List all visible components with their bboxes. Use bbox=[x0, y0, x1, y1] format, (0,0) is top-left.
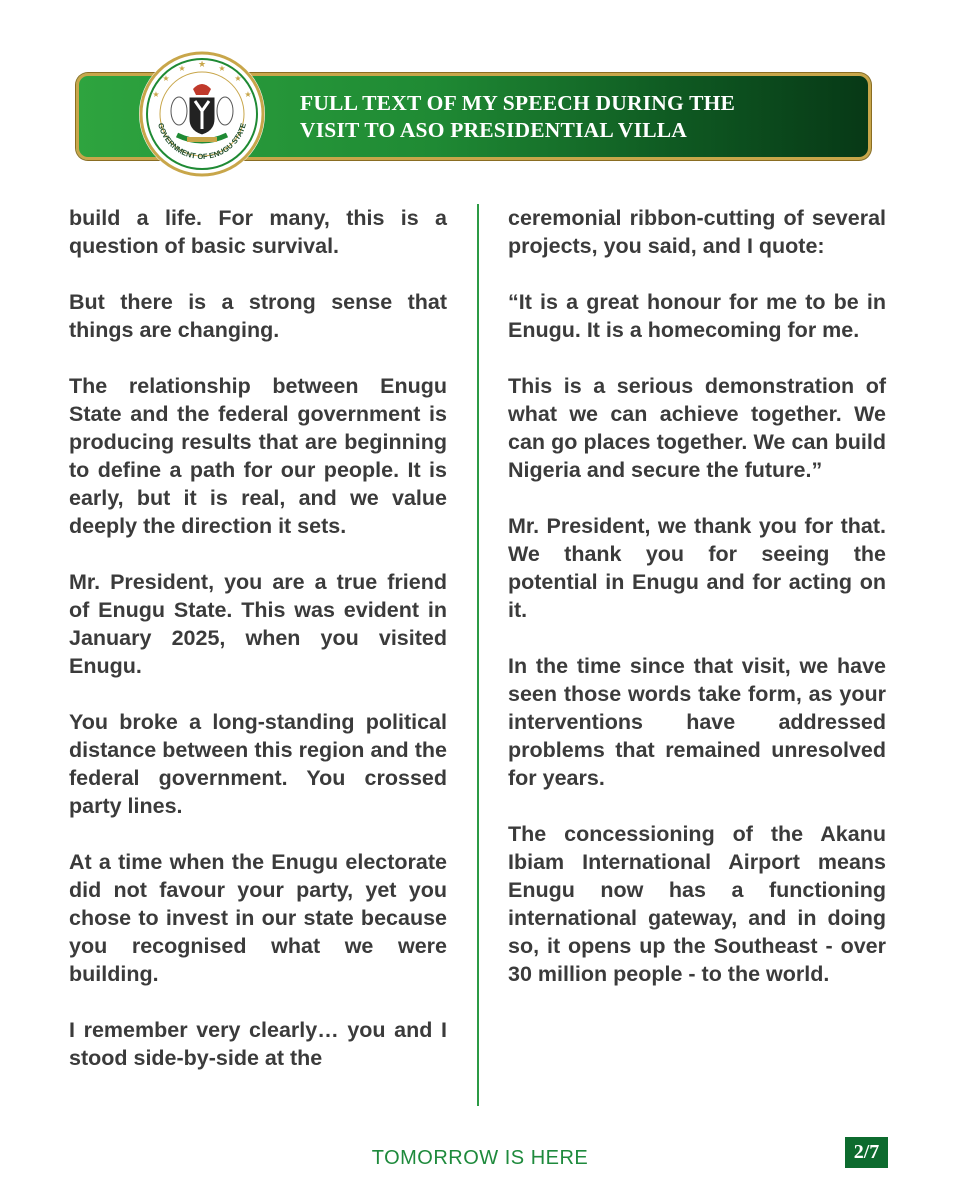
svg-text:★: ★ bbox=[244, 90, 252, 99]
svg-text:★: ★ bbox=[218, 64, 226, 73]
paragraph: You broke a long-standing political distance between this region and the federal government. You crossed party lines. bbox=[69, 710, 447, 818]
paragraph: “It is a great honour for me to be in Enugu. It is a homecoming for me. bbox=[508, 290, 886, 342]
paragraph: I remember very clearly… you and I stood side-by-side at the bbox=[69, 1018, 447, 1070]
seal-text: GOVERNMENT OF ENUGU STATE bbox=[156, 121, 248, 162]
column-divider bbox=[477, 204, 479, 1106]
paragraph: Mr. President, you are a true friend of Enugu State. This was evident in January 2025, when you visited Enugu. bbox=[69, 570, 447, 678]
paragraph: But there is a strong sense that things are changing. bbox=[69, 290, 447, 342]
paragraph: This is a serious demonstration of what we can achieve together. We can go places together. We can build Nigeria and secure the future.” bbox=[508, 374, 886, 482]
paragraph: In the time since that visit, we have seen those words take form, as your interventions have addressed problems that remained unresolved for years. bbox=[508, 654, 886, 790]
svg-text:★: ★ bbox=[162, 74, 170, 83]
paragraph: The concessioning of the Akanu Ibiam International Airport means Enugu now has a functioning international gateway, and in doing so, it opens up the Southeast - over 30 million people - to the world. bbox=[508, 822, 886, 986]
page-number-badge: 2/7 bbox=[845, 1137, 888, 1168]
svg-text:★: ★ bbox=[234, 74, 242, 83]
svg-text:★: ★ bbox=[178, 64, 186, 73]
title-line-2: VISIT TO ASO PRESIDENTIAL VILLA bbox=[300, 118, 687, 142]
paragraph: ceremonial ribbon-cutting of several projects, you said, and I quote: bbox=[508, 206, 886, 258]
paragraph: At a time when the Enugu electorate did not favour your party, yet you chose to invest in our state because you recognised what we were building. bbox=[69, 850, 447, 986]
paragraph: The relationship between Enugu State and the federal government is producing results that are beginning to define a path for our people. It is early, but it is real, and we value deeply the direction it sets. bbox=[69, 374, 447, 538]
footer-tagline: TOMORROW IS HERE bbox=[371, 1147, 589, 1169]
enugu-state-seal-icon bbox=[137, 49, 267, 179]
svg-text:★: ★ bbox=[197, 59, 207, 69]
paragraph: Mr. President, we thank you for that. We thank you for seeing the potential in Enugu and for acting on it. bbox=[508, 514, 886, 622]
page-title bbox=[300, 90, 840, 144]
paragraph: build a life. For many, this is a question of basic survival. bbox=[69, 206, 447, 258]
left-text-column bbox=[69, 204, 447, 1100]
svg-text:★: ★ bbox=[152, 90, 160, 99]
title-line-1: FULL TEXT OF MY SPEECH DURING THE bbox=[300, 91, 736, 115]
right-text-column bbox=[508, 204, 886, 1016]
